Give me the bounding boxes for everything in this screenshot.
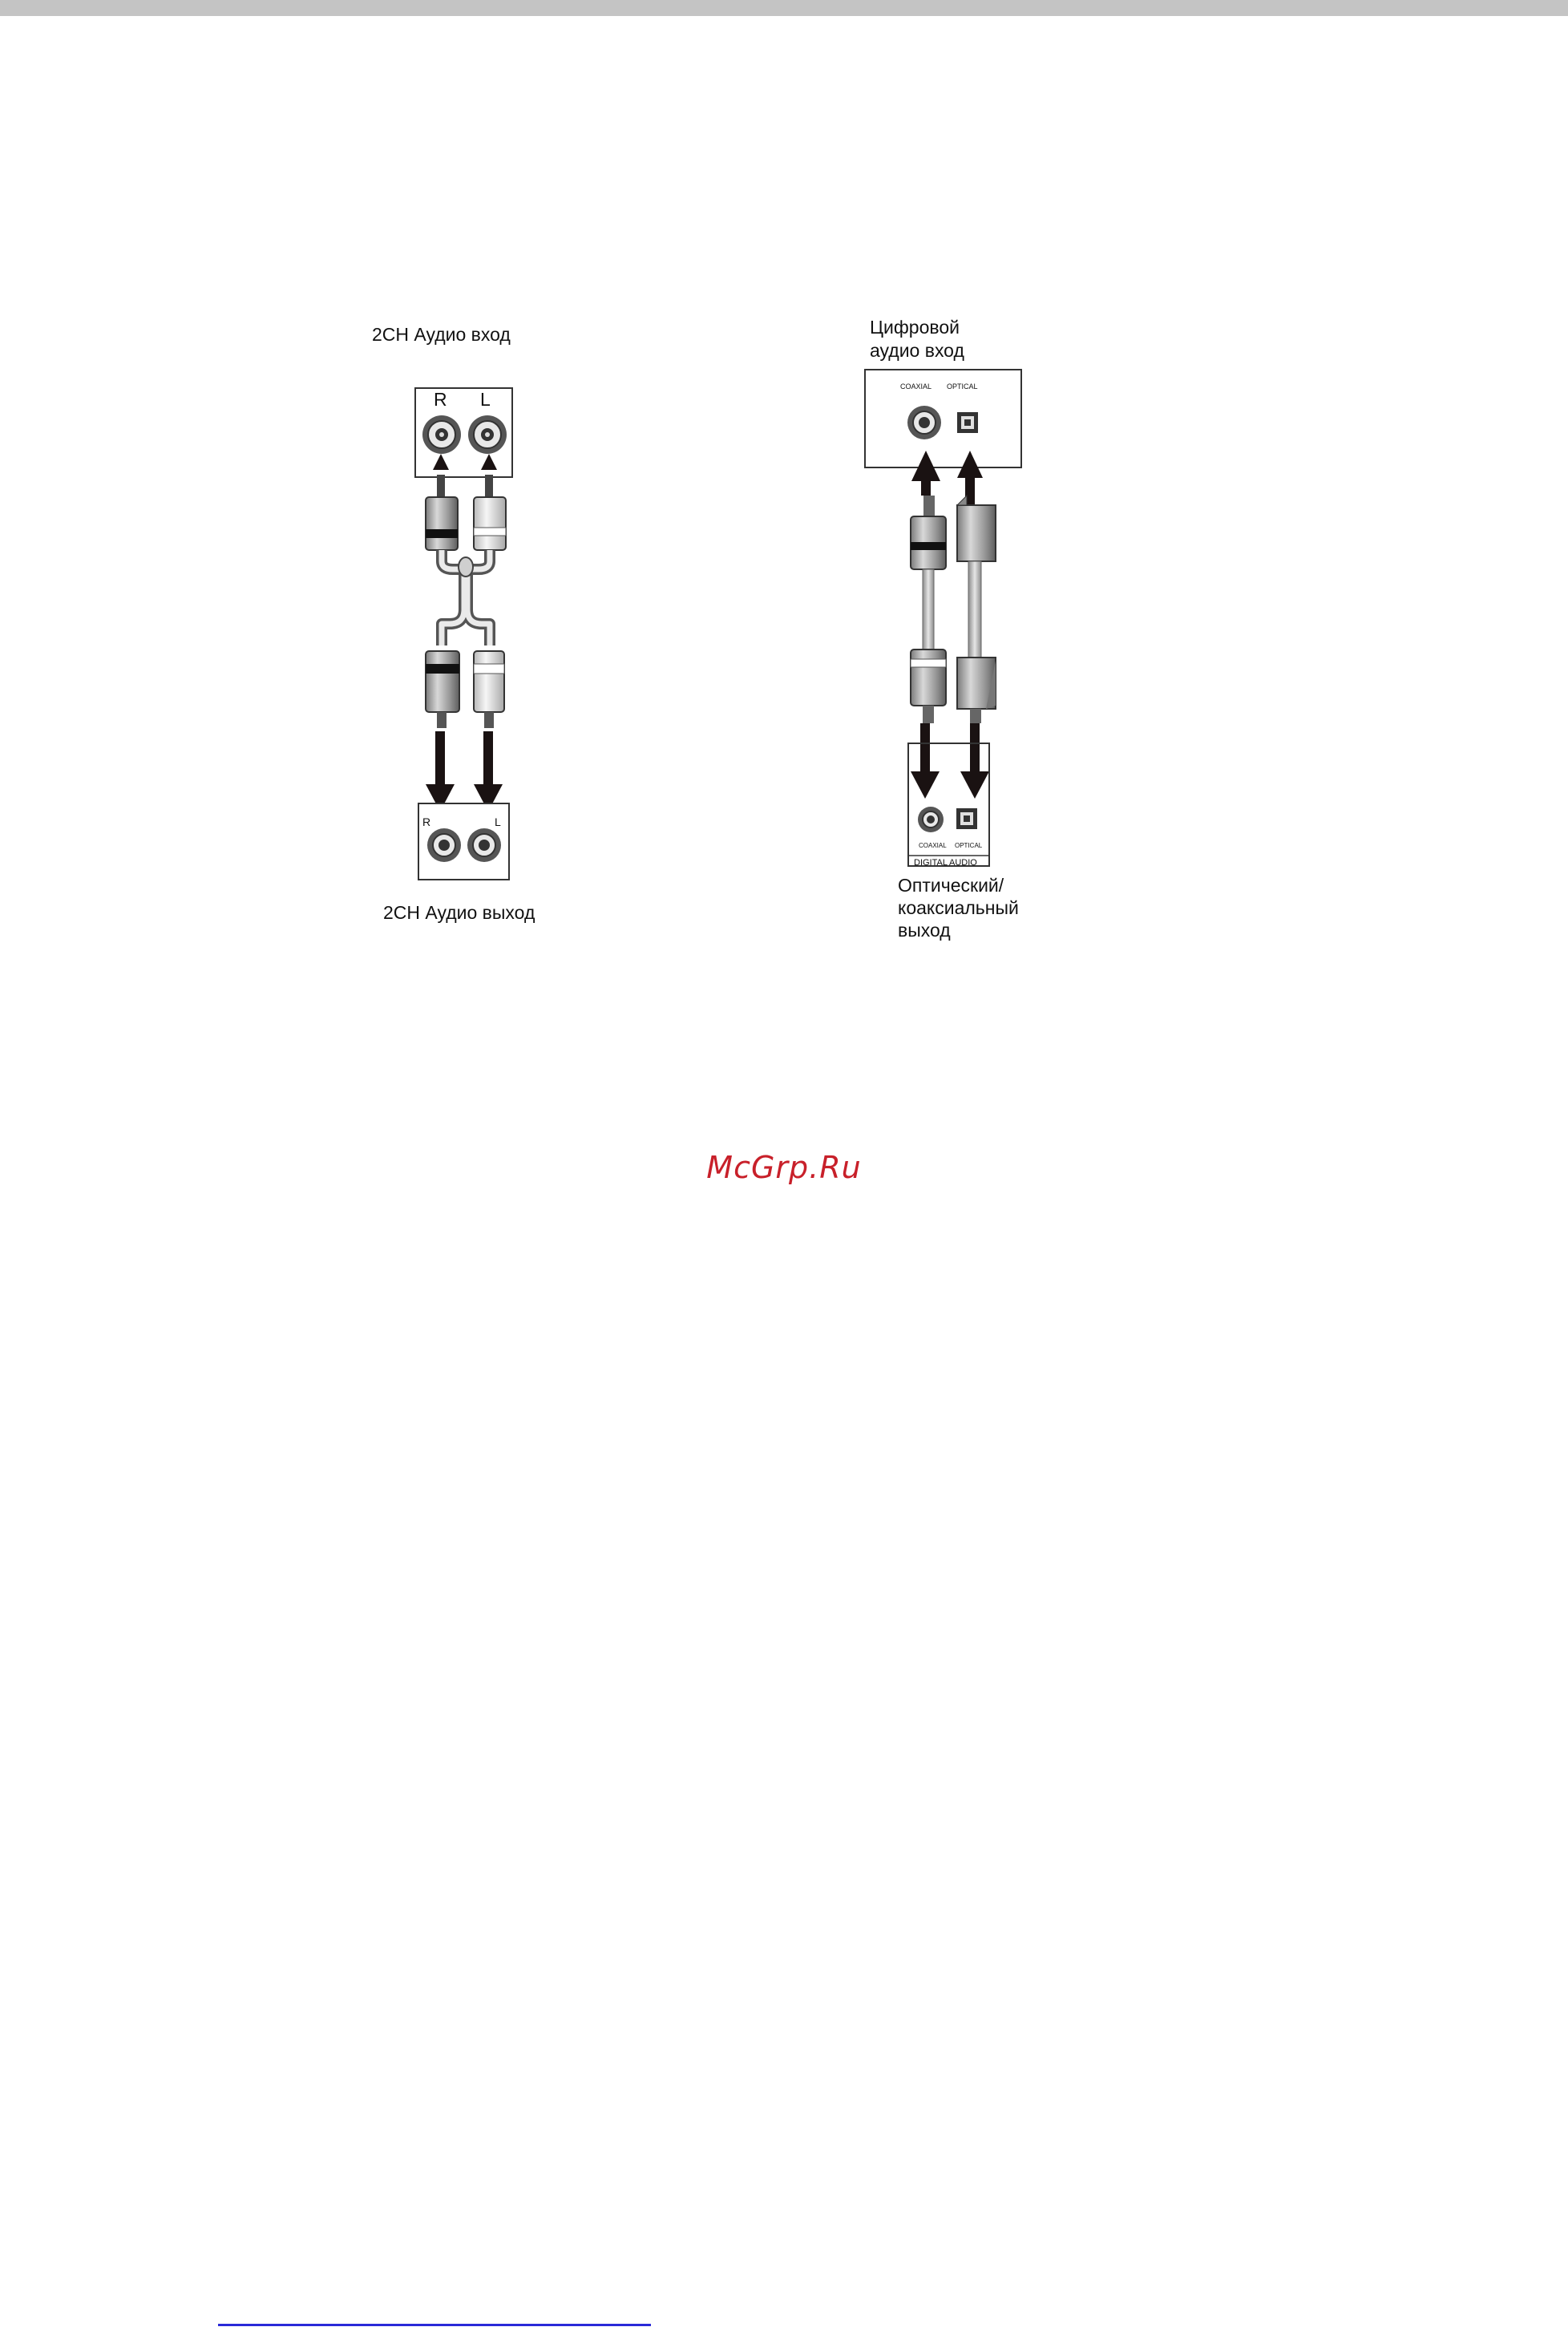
output-l-letter: L [495, 815, 501, 828]
input-r-letter: R [434, 389, 447, 410]
output-r-letter: R [422, 815, 431, 828]
digital-input-panel [865, 370, 1021, 467]
optical-input-jack [957, 412, 978, 433]
analog-arrows-down [426, 731, 503, 811]
footer-line [218, 2324, 651, 2326]
optical-top-label: OPTICAL [947, 382, 978, 391]
digital-input-label: Цифровой аудио вход [870, 317, 964, 361]
analog-input-label: 2CH Аудио вход [372, 324, 511, 345]
output-jack-right [427, 828, 461, 862]
input-jack-left [468, 415, 507, 454]
analog-output-panel [418, 803, 509, 880]
input-jack-right [422, 415, 461, 454]
coaxial-top-label: COAXIAL [900, 382, 932, 391]
digital-audio-caption: DIGITAL AUDIO [914, 858, 977, 868]
output-jack-left [467, 828, 501, 862]
coaxial-bottom-label: COAXIAL [919, 842, 947, 849]
lower-plug-right [426, 651, 459, 728]
optical-bottom-label: OPTICAL [955, 842, 983, 849]
coaxial-output-jack [918, 807, 944, 832]
lower-plug-left [474, 651, 504, 728]
analog-input-panel [415, 388, 512, 477]
optical-output-jack [956, 808, 977, 829]
digital-output-label: Оптический/ коаксиальный выход [898, 875, 1019, 941]
digital-arrows-down [911, 723, 989, 799]
input-l-letter: L [480, 389, 491, 410]
watermark: McGrp.Ru [706, 1150, 862, 1185]
coaxial-cable [911, 496, 946, 723]
optical-cable [957, 496, 996, 723]
coaxial-input-jack [907, 406, 941, 439]
analog-output-label: 2CH Аудио выход [383, 902, 535, 923]
y-split-knot [459, 557, 473, 577]
